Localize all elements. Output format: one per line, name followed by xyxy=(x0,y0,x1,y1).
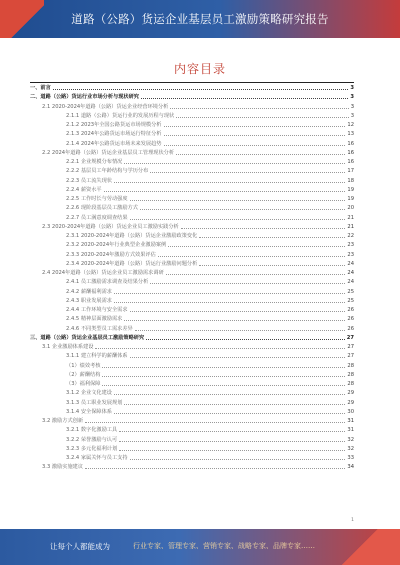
toc-leader-dots xyxy=(114,182,345,183)
toc-entry-page: 33 xyxy=(347,455,354,461)
toc-entry-page: 24 xyxy=(347,270,354,276)
toc-entry-label: 2.3.1 2020-2024年道路（公路）货运企业激励政策变化 xyxy=(66,233,198,239)
toc-entry-label: 3.2 激励方式创新 xyxy=(42,418,84,424)
toc-entry-page: 30 xyxy=(347,408,354,415)
toc-entry-page: 17 xyxy=(347,168,354,175)
toc-entry-label: 3.1.1 建立科学的薪酬体系 xyxy=(66,353,128,360)
toc-entry-label: 3.1.4 安全保障体系 xyxy=(66,408,112,415)
toc-entry-page: 12 xyxy=(347,122,354,128)
header-banner xyxy=(0,0,400,38)
toc-leader-dots xyxy=(150,283,345,284)
toc-leader-dots xyxy=(119,450,345,451)
toc-entry[interactable] xyxy=(30,352,354,361)
toc-entry-label: 2.3.3 2020-2024年激励方式效果评估 xyxy=(66,251,156,258)
toc-leader-dots xyxy=(119,431,345,432)
toc-entry[interactable] xyxy=(30,417,354,426)
toc-entry-label: 2.3.4 2020-2024年道路（公路）货运行业激励问题分析 xyxy=(66,260,198,267)
toc-entry-label: 3.2.4 家属关怀与员工支持 xyxy=(66,455,128,461)
toc-entry-page: 16 xyxy=(347,149,354,156)
toc-entry-label: 2.4.5 精神层面激励需求 xyxy=(66,316,123,323)
toc-entry-label: 3.3 激励实施建议 xyxy=(42,464,84,471)
toc-entry-page: 24 xyxy=(347,279,354,286)
toc-entry[interactable] xyxy=(30,112,354,121)
toc-entry-page: 28 xyxy=(347,371,354,378)
toc-entry-label: 3.2.3 多元化福利计划 xyxy=(66,445,118,452)
toc-leader-dots xyxy=(130,311,346,312)
toc-entry[interactable] xyxy=(30,436,354,445)
footer-slogan: 让每个人都能成为 xyxy=(50,542,110,551)
toc-leader-dots xyxy=(130,357,346,358)
toc-entry-label: 2.2.1 企业规模分布情况 xyxy=(66,159,123,165)
toc-entry-label: （2）薪酬结构 xyxy=(66,371,101,378)
toc-leader-dots xyxy=(102,376,345,377)
toc-entry-page: 27 xyxy=(347,344,354,350)
toc-entry-label: （3）福利保障 xyxy=(66,381,101,387)
toc-entry-label: 2.2.3 员工流失现状 xyxy=(66,177,112,184)
toc-entry-label: 2.1.3 2024年公路货运市场运行特征分析 xyxy=(66,131,162,138)
toc-entry-page: 28 xyxy=(347,362,354,369)
toc-entry[interactable] xyxy=(30,306,354,315)
toc-entry[interactable] xyxy=(30,251,354,260)
toc-leader-dots xyxy=(158,256,346,257)
toc-entry-page: 23 xyxy=(347,251,354,258)
toc-leader-dots xyxy=(164,126,346,127)
toc-entry-page: 3 xyxy=(350,94,354,101)
toc-entry[interactable] xyxy=(30,195,354,204)
toc-entry-page: 29 xyxy=(347,390,354,397)
toc-entry[interactable] xyxy=(30,371,354,380)
toc-entry[interactable] xyxy=(30,288,354,297)
toc-entry-page: 25 xyxy=(347,288,354,295)
toc-entry-label: 2.2.2 基层员工年龄结构与学历分布 xyxy=(66,168,149,175)
toc-entry[interactable] xyxy=(30,389,354,398)
toc-entry-page: 32 xyxy=(347,436,354,443)
toc-entry[interactable] xyxy=(30,140,354,149)
toc-leader-dots xyxy=(85,468,345,469)
toc-leader-dots xyxy=(130,200,346,201)
toc-leader-dots xyxy=(124,404,345,405)
toc-leader-dots xyxy=(199,237,345,238)
toc-heading: 内容目录 xyxy=(173,62,226,76)
toc-entry-page: 28 xyxy=(347,381,354,387)
toc-entry-label: 2.3.2 2020-2024年行业典型企业激励案例 xyxy=(66,242,167,249)
toc-entry[interactable] xyxy=(30,278,354,287)
toc-leader-dots xyxy=(168,246,345,247)
toc-entry-page: 26 xyxy=(347,325,354,332)
toc-leader-dots xyxy=(150,172,345,173)
toc-leader-dots xyxy=(199,265,345,266)
toc-entry-page: 16 xyxy=(347,159,354,165)
toc-entry[interactable] xyxy=(30,158,354,167)
toc-leader-dots xyxy=(102,385,345,386)
toc-entry-page: 19 xyxy=(347,186,354,193)
toc-entry-page: 16 xyxy=(347,140,354,147)
toc-entry-label: 3.2.2 荣誉激励与认可 xyxy=(66,436,118,443)
toc-entry[interactable] xyxy=(30,463,354,472)
toc-entry-label: 2.4.2 薪酬福利需求 xyxy=(66,288,112,295)
toc-entry-label: 二、道路（公路）货运行业市场分析与现状研究 xyxy=(30,94,139,101)
toc-entry-label: 3.2.1 数字化激励工具 xyxy=(66,427,118,434)
toc-entry-label: 2.2.6 现阶段基层员工激励方式 xyxy=(66,205,138,212)
toc-entry-label: 一、前言 xyxy=(30,85,51,91)
toc-leader-dots xyxy=(85,422,345,423)
toc-leader-dots xyxy=(140,209,345,210)
toc-entry-page: 18 xyxy=(347,177,354,184)
toc-leader-dots xyxy=(176,117,348,118)
toc-entry[interactable] xyxy=(30,454,354,463)
toc-entry-page: 31 xyxy=(347,418,354,424)
toc-entry[interactable] xyxy=(30,149,354,158)
toc-entry[interactable] xyxy=(30,399,354,408)
toc-entry-page: 29 xyxy=(347,399,354,406)
toc-top-rule xyxy=(30,82,354,83)
toc-leader-dots xyxy=(102,367,345,368)
toc-entry[interactable] xyxy=(30,362,354,371)
footer-tagline: 行业专家、管理专家、营销专家、战略专家、品牌专家…… xyxy=(133,542,315,550)
toc-leader-dots xyxy=(166,274,346,275)
toc-entry[interactable] xyxy=(30,297,354,306)
toc-entry[interactable] xyxy=(30,408,354,417)
toc-leader-dots xyxy=(130,459,346,460)
toc-entry[interactable] xyxy=(30,260,354,269)
toc-entry-page: 25 xyxy=(347,297,354,304)
toc-leader-dots xyxy=(119,441,345,442)
toc-entry-label: 2.1.2 2023年全国公路货运市场规模分析 xyxy=(66,122,162,128)
toc-leader-dots xyxy=(53,89,349,90)
toc-entry-label: 2.2 2024年道路（公路）货运企业基层员工管理现状分析 xyxy=(42,149,175,156)
toc-entry-label: 2.4.6 不同类型员工需求差异 xyxy=(66,325,133,332)
toc-leader-dots xyxy=(124,320,345,321)
toc-entry[interactable] xyxy=(30,204,354,213)
toc-entry[interactable] xyxy=(30,121,354,130)
report-title: 道路（公路）货运企业基层员工激励策略研究报告 xyxy=(71,12,329,26)
toc-leader-dots xyxy=(135,330,346,331)
toc-entry[interactable] xyxy=(30,93,354,102)
toc-entry-label: 3.1.3 员工职业发展规划 xyxy=(66,399,123,406)
toc-entry[interactable] xyxy=(30,380,354,389)
toc-entry[interactable] xyxy=(30,343,354,352)
toc-entry[interactable] xyxy=(30,177,354,186)
toc-entry-label: 2.2.4 薪资水平 xyxy=(66,186,102,193)
toc-entry[interactable] xyxy=(30,426,354,435)
toc-entry-page: 27 xyxy=(346,334,354,341)
toc-entry-page: 3 xyxy=(350,112,354,119)
toc-entry[interactable] xyxy=(30,130,354,139)
toc-entry-label: （1）绩效考核 xyxy=(66,362,101,369)
toc-entry-label: 2.1.4 2024年公路货运市场未来发展趋势 xyxy=(66,140,162,147)
toc-entry[interactable] xyxy=(30,103,354,112)
toc-entry-label: 2.2.7 员工满意度调查结果 xyxy=(66,214,128,221)
toc-leader-dots xyxy=(130,219,346,220)
toc-entry-label: 3.1.2 企业文化建设 xyxy=(66,390,112,397)
toc-entry-page: 32 xyxy=(347,445,354,452)
toc-entry[interactable] xyxy=(30,223,354,232)
toc-entry[interactable] xyxy=(30,84,354,93)
toc-leader-dots xyxy=(124,163,345,164)
toc-leader-dots xyxy=(146,339,345,340)
toc-entry-label: 2.4.4 工作环境与安全需求 xyxy=(66,307,128,313)
toc-entry-page: 31 xyxy=(347,427,354,434)
footer-accent-stripe xyxy=(330,529,400,565)
toc-leader-dots xyxy=(176,154,345,155)
toc-entry-page: 20 xyxy=(347,205,354,212)
toc-entry-label: 2.4 2024年道路（公路）货运企业员工激励需求调研 xyxy=(42,270,164,276)
toc-entry-page: 23 xyxy=(347,242,354,249)
toc-entry-page: 3 xyxy=(350,85,354,91)
toc-entry[interactable] xyxy=(30,214,354,223)
toc-entry[interactable] xyxy=(30,445,354,454)
page-number: 1 xyxy=(351,518,354,523)
toc-leader-dots xyxy=(95,348,345,349)
toc-entry-label: 3.1 企业激励体系建设 xyxy=(42,344,94,350)
toc-leader-dots xyxy=(114,293,345,294)
toc-entry-label: 2.1.1 道路（公路）货运行业的发展历程与现状 xyxy=(66,112,175,119)
toc-entry[interactable] xyxy=(30,241,354,250)
table-of-contents xyxy=(30,84,354,473)
toc-entry-page: 3 xyxy=(350,103,354,110)
toc-entry[interactable] xyxy=(30,269,354,278)
toc-entry[interactable] xyxy=(30,167,354,176)
toc-leader-dots xyxy=(114,413,345,414)
toc-entry-label: 2.4.3 职业发展需求 xyxy=(66,297,112,304)
toc-entry-label: 2.3 2020-2024年道路（公路）货运企业员工激励实践分析 xyxy=(42,223,179,230)
toc-leader-dots xyxy=(104,191,346,192)
toc-entry[interactable] xyxy=(30,315,354,324)
toc-entry-page: 27 xyxy=(347,353,354,360)
toc-entry-page: 13 xyxy=(347,131,354,138)
toc-entry-label: 三、道路（公路）货运企业基层员工激励策略研究 xyxy=(30,334,145,341)
toc-leader-dots xyxy=(170,108,348,109)
toc-entry-page: 21 xyxy=(347,223,354,230)
toc-entry-page: 19 xyxy=(347,196,354,202)
toc-entry[interactable] xyxy=(30,334,354,343)
toc-entry-page: 22 xyxy=(347,233,354,239)
toc-entry-page: 26 xyxy=(347,307,354,313)
toc-leader-dots xyxy=(114,394,345,395)
toc-entry-label: 2.1 2020-2024年道路（公路）货运企业经营环境分析 xyxy=(42,103,169,110)
toc-entry-label: 2.4.1 员工激励需求调查及结果分析 xyxy=(66,279,149,286)
toc-entry[interactable] xyxy=(30,232,354,241)
toc-entry[interactable] xyxy=(30,186,354,195)
toc-leader-dots xyxy=(164,135,346,136)
toc-leader-dots xyxy=(164,145,346,146)
toc-entry-page: 21 xyxy=(347,214,354,221)
toc-entry-page: 34 xyxy=(347,464,354,471)
toc-entry[interactable] xyxy=(30,325,354,334)
footer-banner xyxy=(0,529,400,565)
toc-leader-dots xyxy=(141,98,348,99)
toc-entry-page: 24 xyxy=(347,260,354,267)
toc-entry-page: 26 xyxy=(347,316,354,323)
toc-leader-dots xyxy=(114,302,345,303)
toc-leader-dots xyxy=(181,228,346,229)
toc-entry-label: 2.2.5 工作时长与劳动强度 xyxy=(66,196,128,202)
